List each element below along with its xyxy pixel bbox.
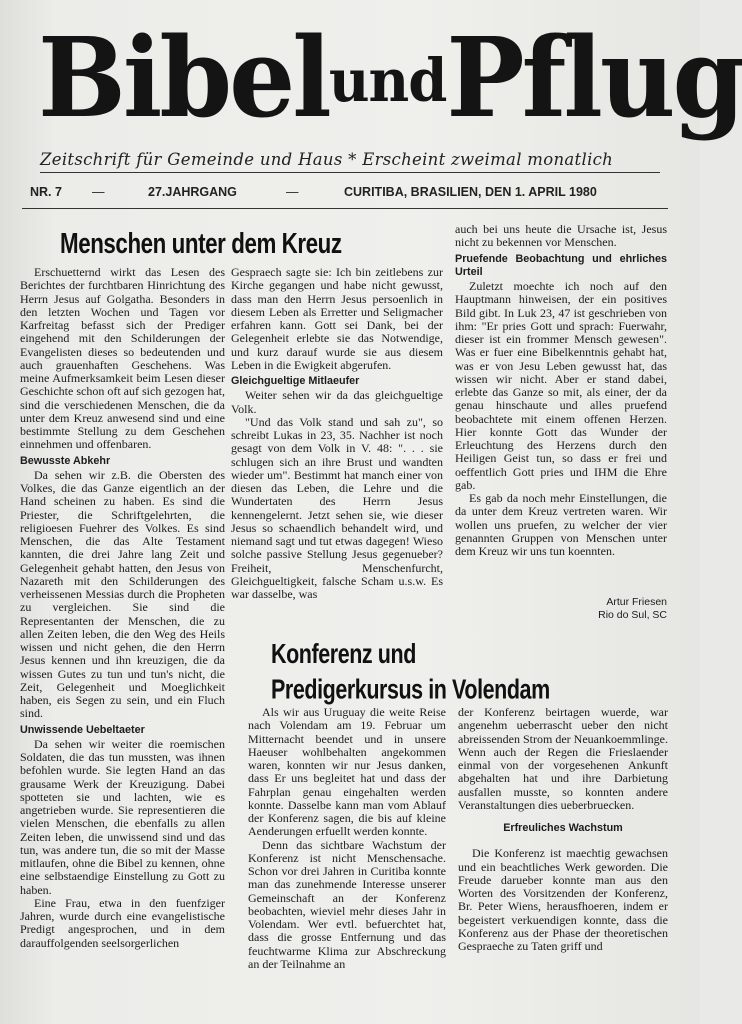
article1-column-3 xyxy=(455,223,667,558)
article1-headline: Menschen unter dem Kreuz xyxy=(60,226,342,260)
paragraph: Weiter sehen wir da das gleichgueltige Volk. xyxy=(231,388,443,416)
section-heading: Unwissende Uebeltaeter xyxy=(20,723,145,736)
issue-year: 27.JAHRGANG xyxy=(148,185,237,199)
subtitle-underline xyxy=(40,172,660,173)
article2-column-2 xyxy=(458,706,668,953)
paragraph: Gespraech sagte sie: Ich bin zeitlebens zur Kirche gegangen und habe nicht gewusst, dass man den Herrn Jesus persoenlich in diesem Leben als Erretter und Seligmacher erfahren kann. Gott sei Dank, bei der Gelegenheit erlebte sie das Notwendige, und kurz darauf wurde sie aus diesem Leben in die Ewigkeit abgerufen. xyxy=(231,265,443,372)
paragraph: Zuletzt moechte ich noch auf den Hauptmann hinweisen, der ein positives Bild gibt. In Luk 23, 47 ist geschrieben von ihm: "Er pries Gott und sprach: Fuerwahr, dieser ist ein frommer Mensch gewesen". Was er fuer eine Bibelkenntnis gehabt hat, was er von Jesu Leben gewusst hat, das wissen wir nicht. Aber er stand dabei, erlebte das Ganze so mit, als einer, der da genau hinschaute und alles pruefend beobachtete mit einem offenen Herzen. Hier konnte Gott das Wunder der Erleuchtung des Herzens durch den Heiligen Geist tun, so dass er frei und oeffentlich Gott pries und IHM die Ehre gab. xyxy=(455,279,667,492)
paragraph: Die Konferenz ist maechtig gewachsen und ein beachtliches Werk geworden. Die Freude darueber konnte man aus den Worten des Vorsitzenden der Konferenz, Br. Peter Wiens, herausfhoeren, indem er begeistert verkuendigen konnte, dass die Konferenz aus der Phase der theoretischen Gespraeche zu Taten griff und xyxy=(458,846,668,953)
section-heading: Bewusste Abkehr xyxy=(20,454,111,467)
paragraph: Als wir aus Uruguay die weite Reise nach Volendam am 19. Februar um Mitternacht beendet und in unsere Haeuser wohlbehalten angekommen waren, konnten wir nur Jesus danken, dass Er uns begleitet hat und dass der Fahrplan genau eingehalten werden konnte. Dasselbe kann man vom Ablauf der Konferenz sagen, die bis auf kleine Aenderungen erfuellt werden konnte. xyxy=(248,705,446,839)
paragraph: "Und das Volk stand und sah zu", so schreibt Lukas in 23, 35. Nachher ist noch gesagt von dem Volk in V. 48: ". . . sie schlugen sich an ihre Brust und wandten wieder um". Bestimmt hat manch einer von diesen das Leben, die Lehre und die Wundertaten des Herrn Jesus kennengelernt. Jetzt sehen sie, wie dieser Jesus so schaendlich behandelt wird, und niemand sagt und tut etwas dagegen! Wieso solche passive Stellung Jesus gegenueber? Freiheit, Menschenfurcht, Gleichgueltigkeit, falsche Scham u.s.w. Es war dasselbe, was xyxy=(231,414,443,601)
masthead-title xyxy=(38,11,742,145)
issue-line xyxy=(24,185,664,205)
masthead-part1: Bibel xyxy=(38,12,329,143)
paragraph: Da sehen wir weiter die roemischen Soldaten, die das tun mussten, was ihnen befohlen wurde. Sie legten Hand an das grausame Werk der Kreuzigung. Dabei spotteten sie und lachten, wie es angetrieben wurde. Sie representieren die vielen Menschen, die ebenfalls zu allen Zeiten leben, die unwissend sind und das tun, was andere tun, die so mit der Masse mitlaufen, ohne die Bibel zu kennen, ohne eine selbstaendige Einstellung zu Gott zu haben. xyxy=(20,736,225,897)
paragraph: Erschuetternd wirkt das Lesen des Berichtes der furchtbaren Hinrichtung des Herrn Jesus auf Golgatha. Besonders in den letzten Wochen und Tagen vor Karfreitag befasst sich der Prediger eingehend mit den Schilderungen der Evangelisten dieses so bedeutenden und auch grauenhaften Geschehens. Was meine Aufmerksamkeit beim Lesen dieser Geschichte schon oft auf sich gezogen hat, sind die verschiedenen Menschen, die da unter dem Kreuz anwesend sind und eine bestimmte Stellung zu dem Geschehen einnehmen und offenbaren. xyxy=(20,265,225,452)
paragraph: Da sehen wir z.B. die Obersten des Volkes, die das Ganze eigentlich an der Hand scheinen zu haben. Es sind die Priester, die Schriftgelehrten, die religioesen Fuehrer des Volkes. Es sind Menschen, die das Alte Testament kannten, die drei Jahre lang Zeit und Gelegenheit gehabt hatten, den Jesus von Nazareth mit den Schilderungen des verheissenen Messias durch die Propheten zu vergleichen. Sie sind die Representanten der Menschen, die zu allen Zeiten leben, die den Weg des Heils wissen und nicht gehen, die den Herrn Jesus kennen und ihn kreuzigen, die da wissen Gutes zu tun und tun's nicht, die Zeit, Gelegenheit und Moeglichkeit haben, eis Segen zu sein, und ein Fluch sind. xyxy=(20,467,225,721)
article1-signature xyxy=(455,592,667,622)
paragraph: Es gab da noch mehr Einstellungen, die da unter dem Kreuz vertreten waren. Wir wollen uns pruefen, zu welcher der vier genannten Gruppen von Menschen unter dem Kreuz wir uns tun koennten. xyxy=(455,491,667,558)
header-rule xyxy=(22,208,668,209)
article2-headline xyxy=(271,636,550,708)
paragraph: Denn das sichtbare Wachstum der Konferenz ist nicht Menschensache. Schon vor drei Jahren in Curitiba konnte man das zunehmende Interesse unserer Gemeinschaft an der Konferenz beobachten, wieviel mehr dieses Jahr in Volendam. Wer evtl. befuerchtet hat, dass die grosse Entfernung und das feuchtwarme Klima zur Abschreckung an der Teilnahme an xyxy=(248,837,446,971)
article2-headline-line1: Konferenz und xyxy=(271,638,416,670)
masthead-part2: und xyxy=(328,46,447,116)
paragraph: Eine Frau, etwa in den fuenfziger Jahren, wurde durch eine evangelistische Predigt angesprochen, und in dem darauffolgenden seelsorgerlichen xyxy=(20,895,225,950)
section-heading: Erfreuliches Wachstum xyxy=(503,822,623,834)
issue-dateline: CURITIBA, BRASILIEN, DEN 1. APRIL 1980 xyxy=(344,185,597,199)
masthead-part3: Pflug xyxy=(446,12,742,143)
section-heading: Pruefende Beobachtung und ehrliches Urteil xyxy=(455,252,667,278)
article1-column-2 xyxy=(231,266,443,601)
article2-headline-line2: Predigerkursus in Volendam xyxy=(271,674,550,706)
issue-dash-2: — xyxy=(286,185,299,199)
article1-column-1 xyxy=(20,266,225,950)
article2-column-1 xyxy=(248,706,446,971)
issue-dash-1: — xyxy=(92,185,105,199)
author-place: Rio do Sul, SC xyxy=(598,609,667,621)
section-heading: Gleichgueltige Mitlaeufer xyxy=(231,375,360,387)
paragraph: der Konferenz beirtagen wuerde, war angenehm ueberrascht ueber den nicht abreissenden Strom der Neuankoemmlinge. Wenn auch der Regen die Frieslaender einmal von der vorgesehenen Ankunft abgehalten hat und ihre Darbietung ausfallen musste, so konnten andere Veranstaltungen dies ueberbruecken. xyxy=(458,705,668,812)
author-name: Artur Friesen xyxy=(606,596,667,608)
paragraph: auch bei uns heute die Ursache ist, Jesus nicht zu bekennen vor Menschen. xyxy=(455,222,667,250)
masthead-subtitle: Zeitschrift für Gemeinde und Haus * Erscheint zweimal monatlich xyxy=(40,150,614,169)
issue-number: NR. 7 xyxy=(30,185,62,199)
